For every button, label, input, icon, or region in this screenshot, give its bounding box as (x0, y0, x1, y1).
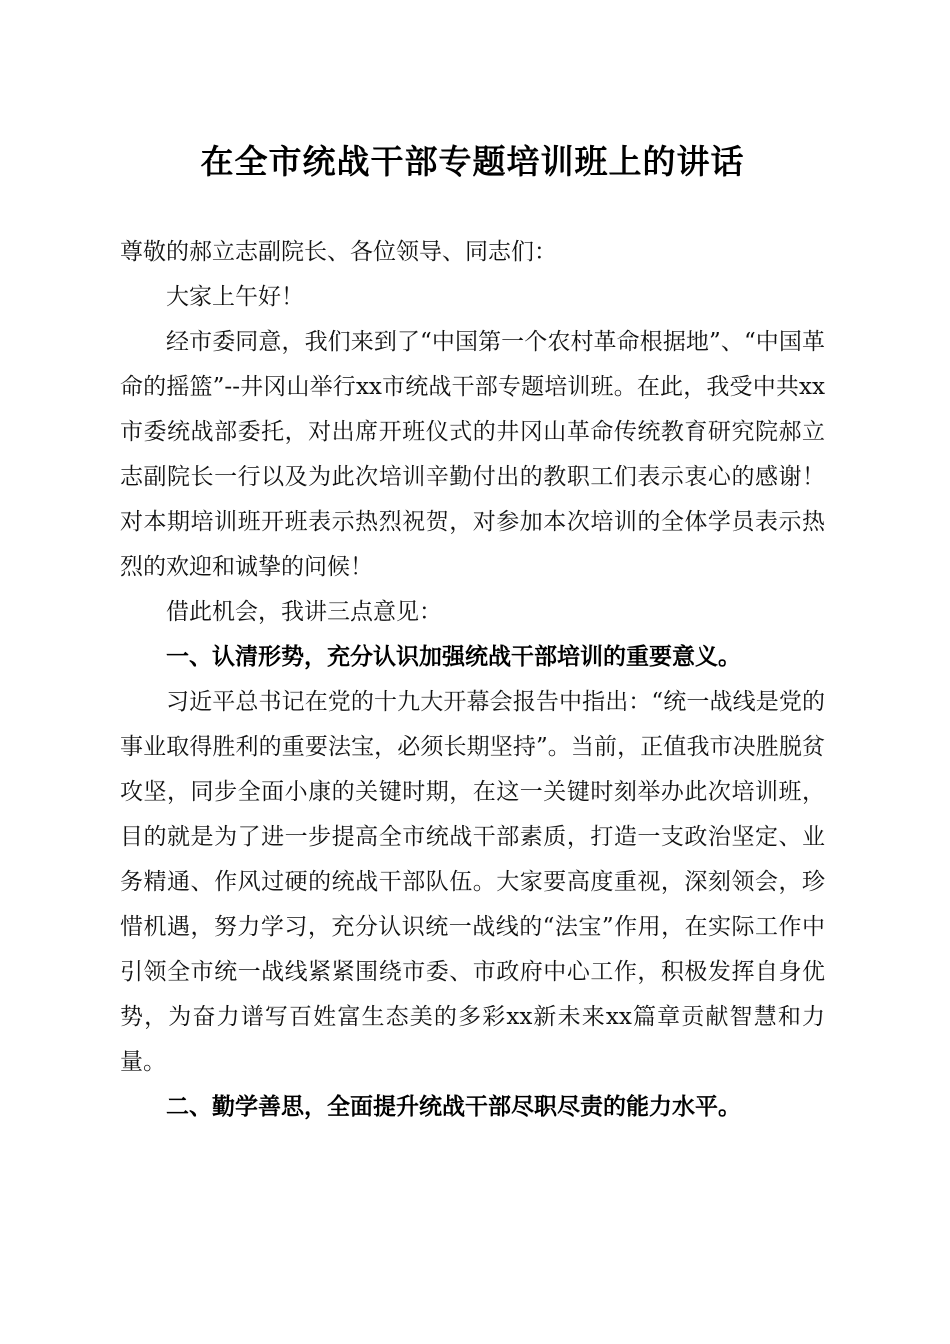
document-page (120, 0, 825, 1130)
section-1-heading: 一、认清形势，充分认识加强统战干部培训的重要意义。 (166, 644, 741, 670)
lead-in-paragraph: 借此机会，我讲三点意见： (166, 599, 442, 625)
greeting: 大家上午好！ (166, 284, 304, 310)
salutation: 尊敬的郝立志副院长、各位领导、同志们： (120, 239, 557, 265)
document-title: 在全市统战干部专题培训班上的讲话 (200, 142, 745, 181)
section-1-paragraph: 习近平总书记在党的十九大开幕会报告中指出：“统一战线是党的事业取得胜利的重要法宝，必须长期坚持”。当前，正值我市决胜脱贫攻坚，同步全面小康的关键时期，在这一关键时刻举办此次培训班，目的就是为了进一步提高全市统战干部素质，打造一支政治坚定、业务精通、作风过硬的统战干部队伍。大家要高度重视，深刻领会，珍惜机遇，努力学习，充分认识统一战线的“法宝”作用，在实际工作中引领全市统一战线紧紧围绕市委、市政府中心工作，积极发挥自身优势，为奋力谱写百姓富生态美的多彩xx新未来xx篇章贡献智慧和力量。 (120, 689, 825, 1075)
section-2-heading: 二、勤学善思，全面提升统战干部尽职尽责的能力水平。 (166, 1094, 741, 1120)
intro-paragraph: 经市委同意，我们来到了“中国第一个农村革命根据地”、“中国革命的摇篮”--井冈山举行xx市统战干部专题培训班。在此，我受中共xx市委统战部委托，对出席开班仪式的井冈山革命传统教育研究院郝立志副院长一行以及为此次培训辛勤付出的教职工们表示衷心的感谢！对本期培训班开班表示热烈祝贺，对参加本次培训的全体学员表示热烈的欢迎和诚挚的问候！ (120, 329, 825, 580)
